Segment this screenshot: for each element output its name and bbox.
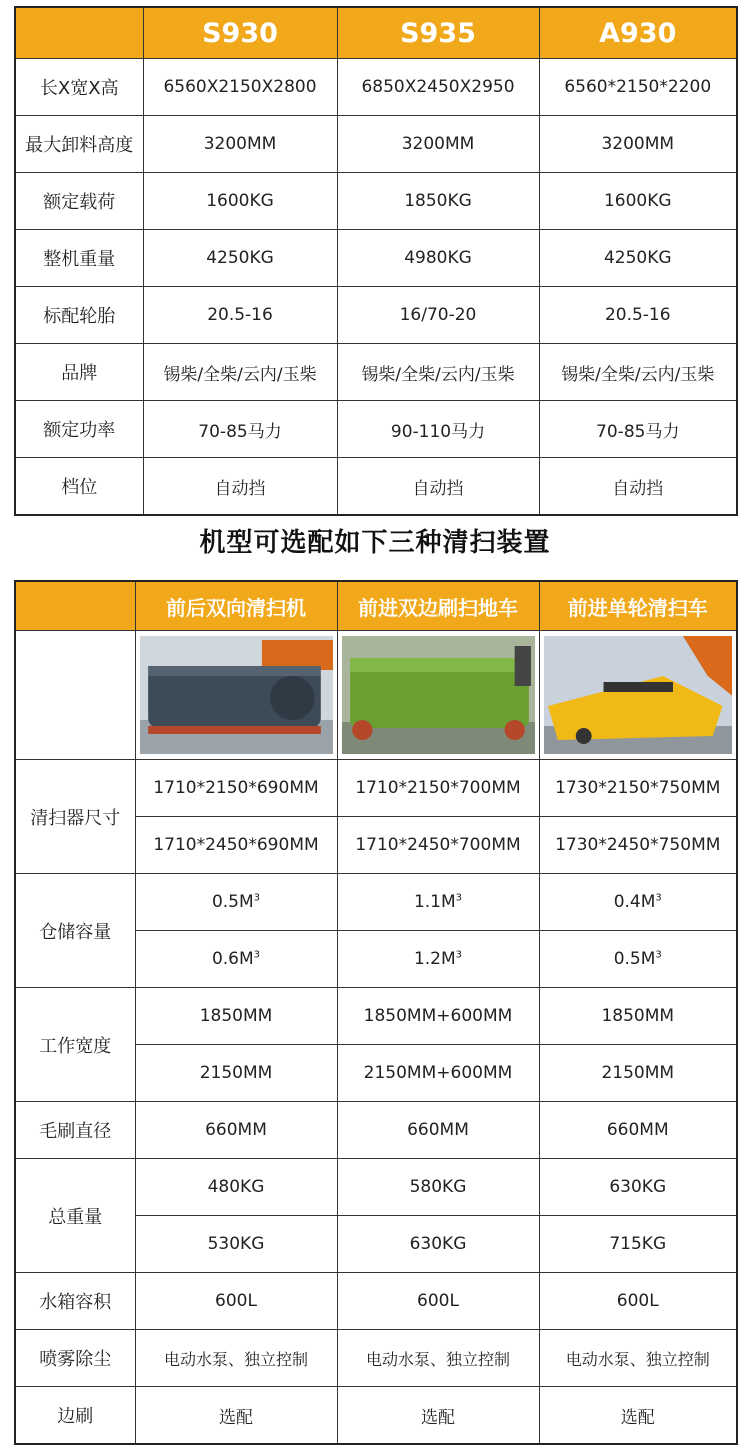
spec-row-dump-height [15, 116, 737, 173]
cell-value: 选配 [135, 1387, 337, 1445]
cell-value: 电动水泵、独立控制 [337, 1330, 539, 1387]
cell-value [135, 931, 337, 988]
spec-header-row [15, 7, 737, 59]
unit-exponent: 3 [253, 892, 261, 904]
cell-value: 4980KG [337, 230, 539, 287]
cell-value: 480KG [135, 1159, 337, 1216]
width-row-1 [15, 988, 737, 1045]
cell-value: 3200MM [539, 116, 737, 173]
cell-value: 锡柴/全柴/云内/玉柴 [539, 344, 737, 401]
cell-value: 2150MM [539, 1045, 737, 1102]
cell-value: 6560X2150X2800 [143, 59, 337, 116]
row-label: 标配轮胎 [15, 287, 143, 344]
cell-value: 6560*2150*2200 [539, 59, 737, 116]
row-label: 额定功率 [15, 401, 143, 458]
single-wheel-sweeper-image [544, 636, 733, 754]
spray-dust-row [15, 1330, 737, 1387]
unit-exponent: 3 [253, 949, 261, 961]
unit-exponent: 3 [455, 892, 463, 904]
spec-row-power [15, 401, 737, 458]
cell-value: 4250KG [143, 230, 337, 287]
section-title: 机型可选配如下三种清扫装置 [199, 528, 551, 558]
cell-value: 1600KG [143, 173, 337, 230]
cell-value: 600L [135, 1273, 337, 1330]
sweeper-table [14, 580, 738, 1445]
double-side-brush-sweeper-image [342, 636, 535, 754]
spec-table [14, 6, 738, 516]
spec-row-gear [15, 458, 737, 516]
cell-value: 1850MM [539, 988, 737, 1045]
size-row-1 [15, 760, 737, 817]
cell-value: 2150MM [135, 1045, 337, 1102]
cell-value: 自动挡 [337, 458, 539, 516]
cell-value: 1710*2150*690MM [135, 760, 337, 817]
bidirectional-sweeper-image [140, 636, 333, 754]
cell-value: 1850MM [135, 988, 337, 1045]
unit-exponent: 3 [655, 949, 662, 961]
value-text: 1.2M [413, 949, 456, 969]
row-label: 边刷 [15, 1387, 135, 1445]
row-label: 档位 [15, 458, 143, 516]
cell-value: 660MM [337, 1102, 539, 1159]
unit-exponent: 3 [455, 949, 463, 961]
cell-value: 4250KG [539, 230, 737, 287]
cell-value: 3200MM [337, 116, 539, 173]
row-label: 额定载荷 [15, 173, 143, 230]
row-label: 品牌 [15, 344, 143, 401]
header-empty-cell [15, 581, 135, 631]
brush-diameter-row [15, 1102, 737, 1159]
cell-value: 600L [539, 1273, 737, 1330]
cell-value [539, 874, 737, 931]
row-label: 清扫器尺寸 [15, 760, 135, 874]
cell-value: 580KG [337, 1159, 539, 1216]
cell-value: 70-85马力 [143, 401, 337, 458]
cell-value [337, 931, 539, 988]
cell-value: 90-110马力 [337, 401, 539, 458]
cell-value: 电动水泵、独立控制 [539, 1330, 737, 1387]
cell-value: 锡柴/全柴/云内/玉柴 [337, 344, 539, 401]
device-photo-cell [337, 631, 539, 760]
value-text: 1.1M [413, 892, 456, 912]
device-photo-cell [135, 631, 337, 760]
cell-value: 选配 [337, 1387, 539, 1445]
cell-value: 530KG [135, 1216, 337, 1273]
spec-row-tires [15, 287, 737, 344]
cell-value: 自动挡 [143, 458, 337, 516]
cell-value: 715KG [539, 1216, 737, 1273]
cell-value: 1710*2450*690MM [135, 817, 337, 874]
cell-value: 630KG [337, 1216, 539, 1273]
row-label: 仓储容量 [15, 874, 135, 988]
device-photo-cell [539, 631, 737, 760]
row-label: 喷雾除尘 [15, 1330, 135, 1387]
cell-value [135, 874, 337, 931]
image-row-label-cell [15, 631, 135, 760]
device-single-wheel: 前进单轮清扫车 [539, 581, 737, 631]
cell-value: 1710*2150*700MM [337, 760, 539, 817]
sweeper-header-row [15, 581, 737, 631]
spec-row-rated-load [15, 173, 737, 230]
model-s930: S930 [143, 7, 337, 59]
cell-value: 600L [337, 1273, 539, 1330]
cell-value: 630KG [539, 1159, 737, 1216]
cell-value: 70-85马力 [539, 401, 737, 458]
cell-value: 20.5-16 [539, 287, 737, 344]
cell-value: 1710*2450*700MM [337, 817, 539, 874]
header-empty-cell [15, 7, 143, 59]
row-label: 工作宽度 [15, 988, 135, 1102]
row-label: 水箱容积 [15, 1273, 135, 1330]
cell-value: 16/70-20 [337, 287, 539, 344]
row-label: 总重量 [15, 1159, 135, 1273]
cell-value: 1600KG [539, 173, 737, 230]
water-tank-row [15, 1273, 737, 1330]
row-label: 毛刷直径 [15, 1102, 135, 1159]
cell-value: 660MM [539, 1102, 737, 1159]
cell-value: 电动水泵、独立控制 [135, 1330, 337, 1387]
cell-value: 自动挡 [539, 458, 737, 516]
model-a930: A930 [539, 7, 737, 59]
device-double-side-brush: 前进双边刷扫地车 [337, 581, 539, 631]
cell-value: 锡柴/全柴/云内/玉柴 [143, 344, 337, 401]
cell-value: 20.5-16 [143, 287, 337, 344]
value-text: 0.5M [211, 892, 254, 912]
row-label: 整机重量 [15, 230, 143, 287]
model-s935: S935 [337, 7, 539, 59]
cell-value: 选配 [539, 1387, 737, 1445]
value-text: 0.4M [613, 892, 656, 912]
spec-row-machine-weight [15, 230, 737, 287]
unit-exponent: 3 [655, 892, 662, 904]
cell-value: 1730*2450*750MM [539, 817, 737, 874]
cell-value: 2150MM+600MM [337, 1045, 539, 1102]
device-image-row [15, 631, 737, 760]
value-text: 0.6M [211, 949, 254, 969]
row-label: 最大卸料高度 [15, 116, 143, 173]
cell-value [337, 874, 539, 931]
cell-value: 3200MM [143, 116, 337, 173]
cell-value [539, 931, 737, 988]
spec-row-brand [15, 344, 737, 401]
storage-row-1 [15, 874, 737, 931]
row-label: 长X宽X高 [15, 59, 143, 116]
value-text: 0.5M [613, 949, 656, 969]
device-bidirectional: 前后双向清扫机 [135, 581, 337, 631]
side-brush-row [15, 1387, 737, 1445]
cell-value: 1730*2150*750MM [539, 760, 737, 817]
cell-value: 660MM [135, 1102, 337, 1159]
weight-row-1 [15, 1159, 737, 1216]
cell-value: 1850KG [337, 173, 539, 230]
cell-value: 1850MM+600MM [337, 988, 539, 1045]
cell-value: 6850X2450X2950 [337, 59, 539, 116]
spec-row-dimensions [15, 59, 737, 116]
